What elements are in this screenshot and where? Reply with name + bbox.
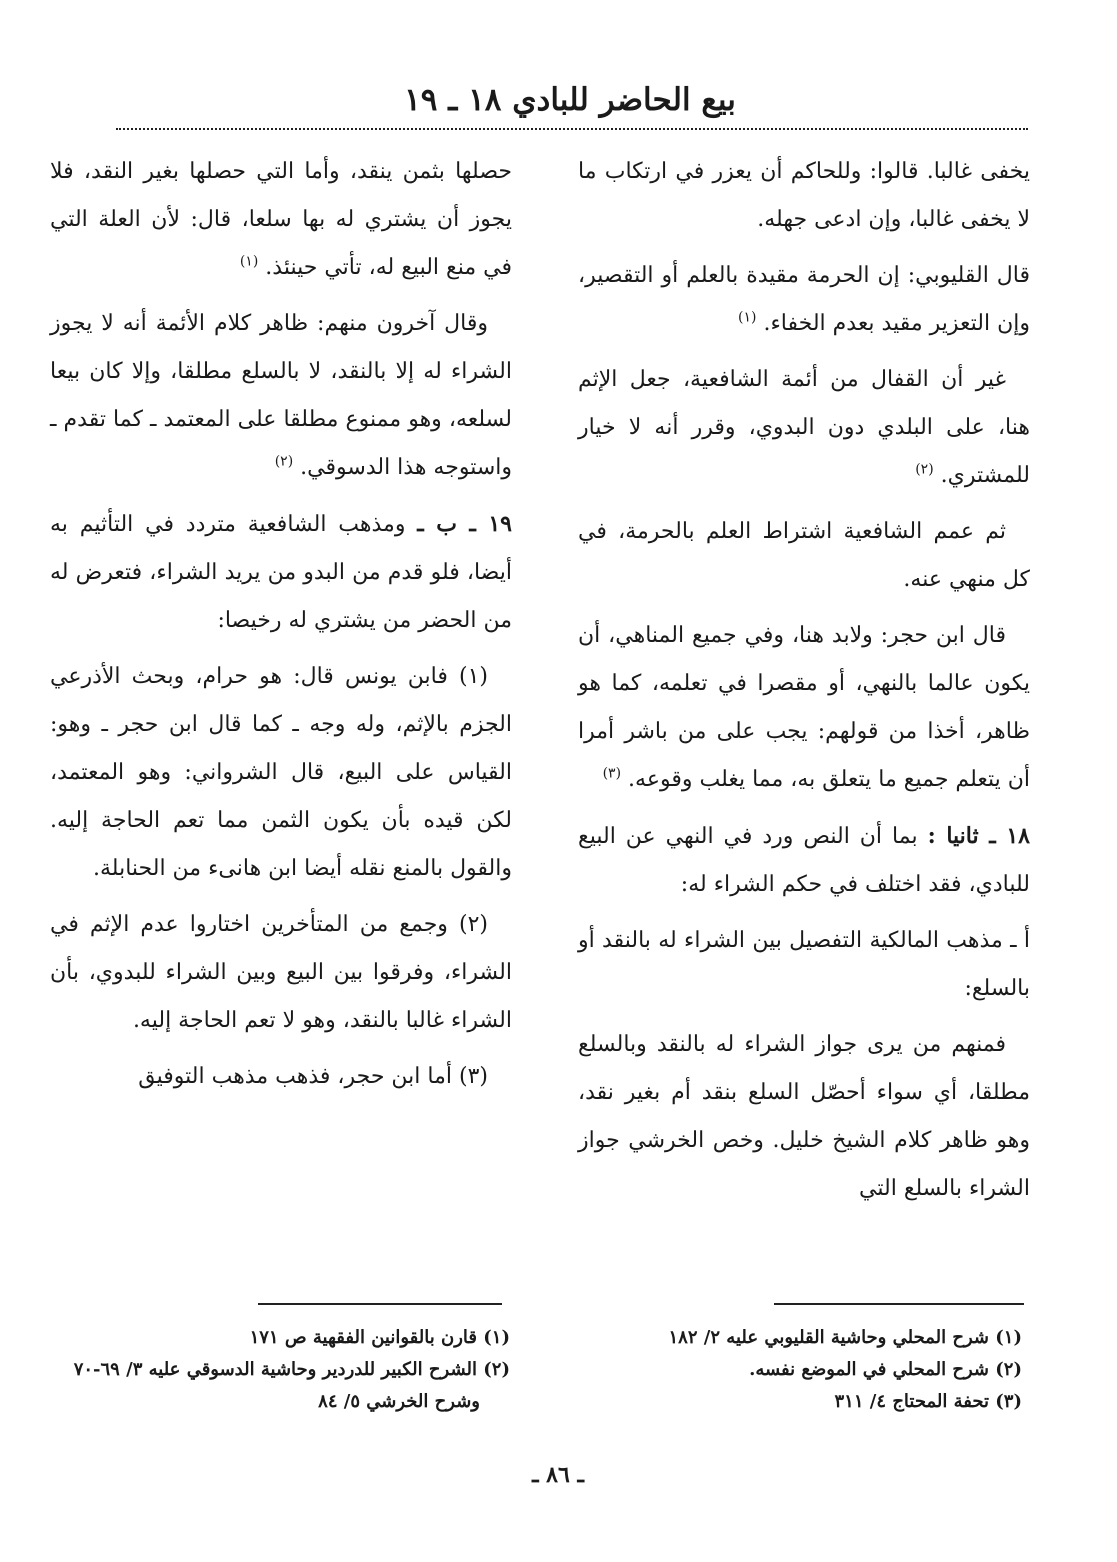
paragraph: وقال آخرون منهم: ظاهر كلام الأئمة أنه لا يجوز الشراء له إلا بالنقد، لا بالسلع مطلقا، وإلا كان بيعا لسلعه، وهو ممنوع مطلقا على المعتمد ـ كما تقدم ـ واستوجه هذا الدسوقي. $^{(٢)}$ xyxy=(50,311,512,480)
footnote-ref: (٢) xyxy=(915,461,934,478)
section-number: ١٩ ـ ب ـ xyxy=(417,511,512,537)
section-paragraph: ١٩ ـ ب ـ ومذهب الشافعية متردد في التأثيم به أيضا، فلو قدم من البدو من يريد الشراء، فتعرض له من الحضر من يشتري له رخيصا: xyxy=(50,511,512,633)
footnote: (٣) تحفة المحتاج ٤/ ٣١١ xyxy=(834,1391,1022,1412)
footnote-rule-left xyxy=(258,1303,502,1305)
footnote-ref: (٣) xyxy=(602,765,622,782)
running-header: بيع الحاضر للبادي ١٨ ـ ١٩ xyxy=(404,82,736,118)
footnote: (٢) شرح المحلي في الموضع نفسه. xyxy=(749,1359,1022,1380)
section-paragraph: ١٨ ـ ثانيا : بما أن النص ورد في النهي عن البيع للبادي، فقد اختلف في حكم الشراء له: xyxy=(578,823,1030,897)
section-number: ١٨ ـ ثانيا : xyxy=(927,823,1030,849)
footnote: (٢) الشرح الكبير للدردير وحاشية الدسوقي عليه ٣/ ٦٩-٧٠ xyxy=(73,1359,510,1380)
paragraph: قال ابن حجر: ولابد هنا، وفي جميع المناهي، أن يكون عالما بالنهي، أو مقصرا في تعلمه، كما هو ظاهر، أخذا من قولهم: يجب على من باشر أمرا أن يتعلم جميع ما يتعلق به، مما يغلب وقوعه. $^{(٣)}$ xyxy=(578,623,1030,792)
paragraph: (١) فابن يونس قال: هو حرام، وبحث الأذرعي الجزم بالإثم، وله وجه ـ كما قال ابن حجر ـ وهو: القياس على البيع، قال الشرواني: وهو المعتمد، لكن قيده بأن يكون الثمن مما تعم الحاجة إليه. والقول بالمنع نقله أيضا ابن هانىء من الحنابلة. xyxy=(50,664,512,881)
footnote-rule-right xyxy=(774,1303,1024,1305)
left-column xyxy=(50,148,512,1109)
footnotes-right xyxy=(590,1322,1022,1418)
paragraph: قال القليوبي: إن الحرمة مقيدة بالعلم أو التقصير، وإن التعزير مقيد بعدم الخفاء. $^{(١)}$ xyxy=(578,263,1030,336)
paragraph: أ ـ مذهب المالكية التفصيل بين الشراء له بالنقد أو بالسلع: xyxy=(578,928,1030,1001)
footnote: وشرح الخرشي ٥/ ٨٤ xyxy=(318,1391,480,1412)
paragraph: فمنهم من يرى جواز الشراء له بالنقد وبالسلع مطلقا، أي سواء أحصّل السلع بنقد أم بغير نقد، وهو ظاهر كلام الشيخ خليل. وخص الخرشي جواز الشراء بالسلع التي xyxy=(578,1032,1030,1201)
paragraph: (٣) أما ابن حجر، فذهب مذهب التوفيق xyxy=(138,1064,488,1089)
paragraph: (٢) وجمع من المتأخرين اختاروا عدم الإثم في الشراء، وفرقوا بين البيع وبين الشراء للبدوي، بأن الشراء غالبا بالنقد، وهو لا تعم الحاجة إليه. xyxy=(50,912,512,1033)
paragraph: يخفى غالبا. قالوا: وللحاكم أن يعزر في ارتكاب ما لا يخفى غالبا، وإن ادعى جهله. xyxy=(578,159,1030,232)
page-number: ـ ٨٦ ـ xyxy=(532,1462,584,1488)
footnote-ref: (١) xyxy=(738,309,757,326)
footnote-ref: (١) xyxy=(239,253,259,270)
footnote: (١) شرح المحلي وحاشية القليوبي عليه ٢/ ١٨٢ xyxy=(668,1327,1022,1348)
paragraph: ثم عمم الشافعية اشتراط العلم بالحرمة، في كل منهي عنه. xyxy=(578,519,1030,592)
footnote: (١) قارن بالقوانين الفقهية ص ١٧١ xyxy=(249,1327,510,1348)
header-dotted-rule xyxy=(116,128,1028,130)
right-column xyxy=(578,148,1030,1221)
paragraph: حصلها بثمن ينقد، وأما التي حصلها بغير النقد، فلا يجوز أن يشتري له بها سلعا، قال: لأن العلة التي في منع البيع له، تأتي حينئذ. $^{(١)}$ xyxy=(50,159,512,280)
paragraph: غير أن القفال من أئمة الشافعية، جعل الإثم هنا، على البلدي دون البدوي، وقرر أنه لا خيار للمشتري. $^{(٢)}$ xyxy=(578,367,1030,488)
footnote-ref: (٢) xyxy=(274,453,294,470)
footnotes-left xyxy=(50,1322,510,1418)
